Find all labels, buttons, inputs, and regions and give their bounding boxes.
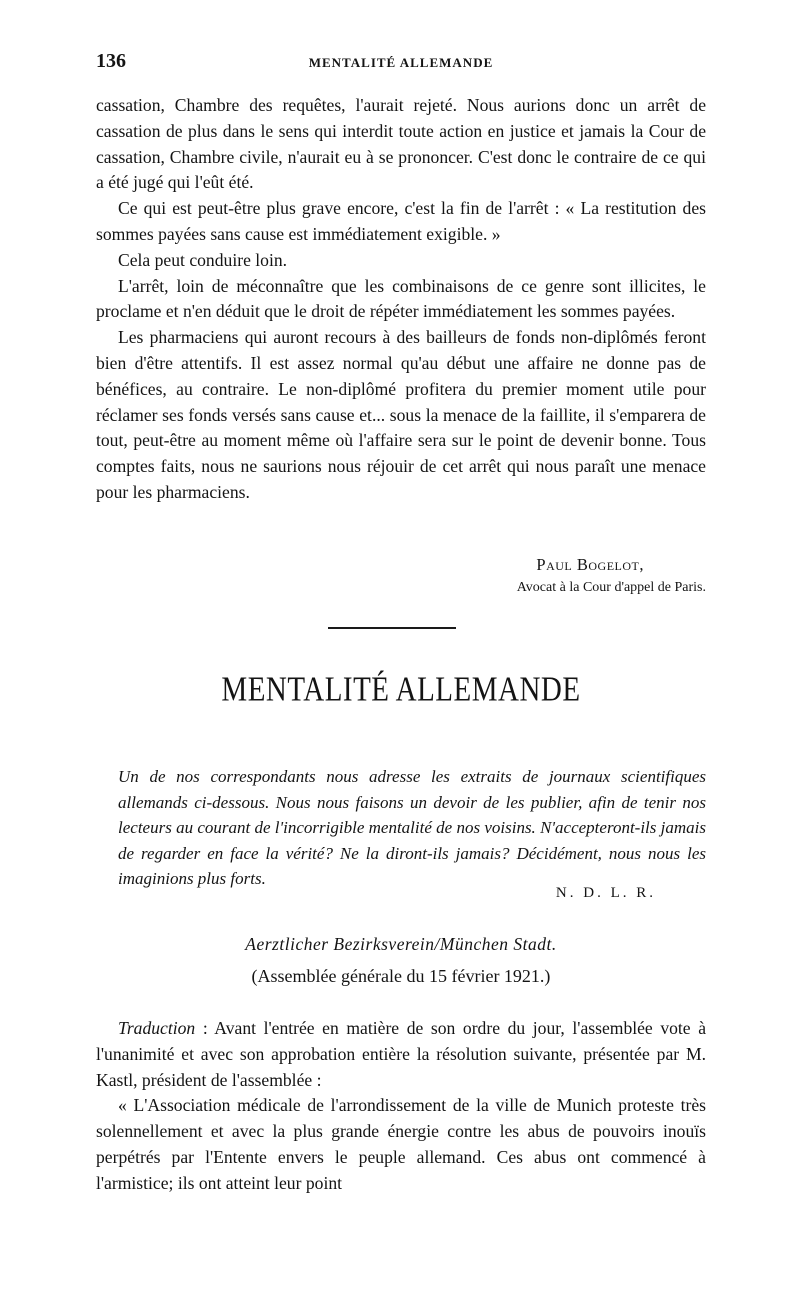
section-divider — [328, 627, 456, 629]
paragraph-1: cassation, Chambre des requêtes, l'aurait rejeté. Nous aurions donc un arrêt de cassation de plus dans le sens qui interdit toute action en justice et jamais la Cour de cassation, Chambre civile, n'aurait eu à se prononcer. C'est donc le contraire de ce qui a été jugé qui l'eût été. — [96, 95, 706, 193]
running-header — [96, 48, 706, 74]
author-role: Avocat à la Cour d'appel de Paris. — [516, 580, 706, 595]
translation-paragraph — [96, 1016, 706, 1093]
author-signature — [96, 553, 706, 599]
translation-label: Traduction — [118, 1018, 196, 1038]
source-name: Aerztlicher Bezirksverein/München Stadt. — [245, 934, 557, 954]
editor-signature: N. D. L. R. — [555, 885, 656, 901]
previous-article-body — [96, 93, 706, 506]
source-date: (Assemblée générale du 15 février 1921.) — [251, 966, 551, 986]
paragraph-3: Cela peut conduire loin. — [118, 249, 288, 270]
translation-body — [96, 1016, 706, 1197]
editor-note-text: Un de nos correspondants nous adresse les extraits de journaux scientifiques allemands ci-dessous. Nous nous faisons un devoir de les publier, afin de tenir nos lecteurs au courant de l'incorrigible mentalité de nos voisins. N'accepteront-ils jamais de regarder en face la vérité? Ne la diront-ils jamais? Décidément, nous nous les imaginions plus forts. — [118, 767, 706, 888]
running-title: MENTALITÉ ALLEMANDE — [308, 55, 494, 70]
translation-text: : Avant l'entrée en matière de son ordre du jour, l'assemblée vote à l'unanimité et avec son approbation entière la résolution suivante, présentée par M. Kastl, président de l'assemblée : — [96, 1018, 706, 1090]
author-name: Paul Bogelot, — [536, 555, 644, 574]
paragraph-4: L'arrêt, loin de méconnaître que les combinaisons de ce genre sont illicites, le proclame et n'en déduit que le droit de répéter immédiatement les sommes payées. — [96, 275, 706, 322]
editor-note — [118, 764, 706, 892]
page-number: 136 — [96, 50, 126, 72]
quote-paragraph: « L'Association médicale de l'arrondissement de la ville de Munich proteste très solennellement et avec la plus grande énergie contre les abus de pouvoirs inouïs perpétrés par l'Entente envers le peuple allemand. Ces abus ont commencé à l'armistice; ils ont atteint leur point — [96, 1095, 706, 1193]
article-title: MENTALITÉ ALLEMANDE — [221, 670, 581, 710]
paragraph-5: Les pharmaciens qui auront recours à des bailleurs de fonds non-diplômés feront bien d'être attentifs. Il est assez normal qu'au début une affaire ne donne pas de bénéfices, au contraire. Le non-diplômé profitera du premier moment utile pour réclamer ses fonds versés sans cause et... sous la menace de la faillite, il s'emparera de tout, peut-être au moment même où l'affaire sera sur le point de devenir bonne. Tous comptes faits, nous ne saurions nous réjouir de cet arrêt qui nous paraît une menace pour les pharmaciens. — [96, 327, 706, 502]
paragraph-2: Ce qui est peut-être plus grave encore, c'est la fin de l'arrêt : « La restitution des sommes payées sans cause est immédiatement exigible. » — [96, 198, 706, 244]
